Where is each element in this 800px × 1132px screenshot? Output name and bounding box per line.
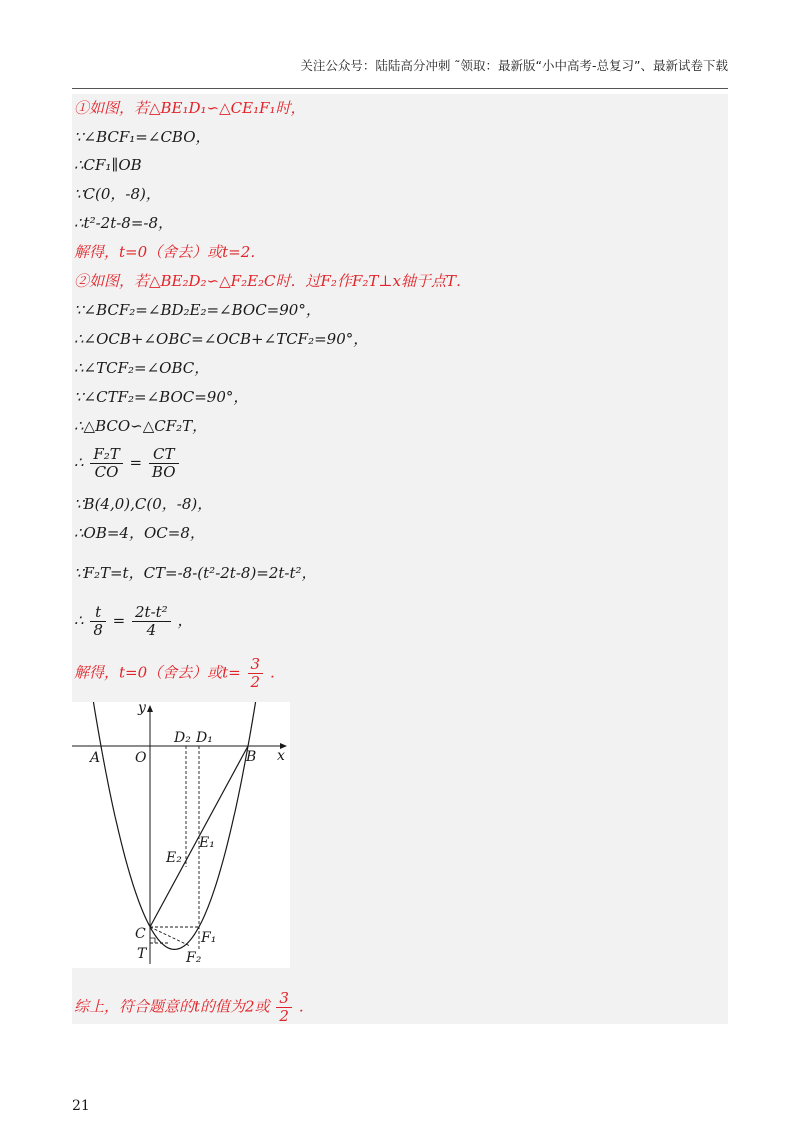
- fraction-2t-t2-over-4: [132, 604, 171, 639]
- conclusion-prefix: 综上，符合题意的t的值为2或: [74, 997, 270, 1016]
- label-e2: E₂: [166, 850, 182, 866]
- solution-line-17: [74, 604, 193, 639]
- header-rule: [72, 88, 728, 89]
- fraction-denominator: 2: [248, 673, 264, 691]
- solution-line-2: ∵∠BCF₁=∠CBO，: [74, 128, 211, 146]
- equals-sign: =: [112, 611, 126, 630]
- conclusion-suffix: ．: [298, 997, 314, 1016]
- solution-line-5: ∴t²-2t-8=-8，: [74, 214, 174, 232]
- fraction-numerator: 2t-t²: [135, 603, 168, 621]
- solution-line-3: ∴CF₁∥OB: [74, 156, 142, 174]
- solution-line-15: ∴OB=4，OC=8，: [74, 524, 205, 542]
- line-13-prefix: ∴: [74, 453, 84, 472]
- solution-line-10: ∴∠TCF₂=∠OBC，: [74, 359, 210, 377]
- fraction-denominator: 4: [132, 621, 171, 639]
- fraction-ct-over-bo: [149, 446, 179, 481]
- fraction-denominator: 2: [276, 1007, 292, 1025]
- line-17-suffix: ，: [177, 611, 193, 630]
- line-17-prefix: ∴: [74, 611, 84, 630]
- label-d2: D₂: [174, 730, 191, 746]
- fraction-numerator: 3: [250, 655, 261, 673]
- solution-line-7: ②如图，若△BE₂D₂∽△F₂E₂C时．过F₂作F₂T⊥x轴于点T．: [74, 272, 471, 290]
- label-y: y: [138, 702, 146, 716]
- solution-line-4: ∵C(0，-8)，: [74, 185, 161, 203]
- solution-line-14: ∵B(4,0),C(0，-8)，: [74, 495, 213, 513]
- fraction-3-over-2: [276, 990, 292, 1025]
- fraction-3-over-2: [248, 656, 264, 691]
- label-d1: D₁: [196, 730, 213, 746]
- label-e1: E₁: [199, 835, 215, 851]
- page-header: 关注公众号：陆陆高分冲刺 ˜领取：最新版“小中高考-总复习”、最新试卷下载: [300, 58, 728, 73]
- page-number: 21: [72, 1098, 90, 1114]
- label-t: T: [137, 946, 147, 962]
- fraction-denominator: CO: [90, 463, 122, 481]
- fraction-t-over-8: [90, 604, 106, 639]
- fraction-numerator: CT: [152, 445, 175, 463]
- solution-line-18: [74, 656, 285, 691]
- fraction-denominator: 8: [90, 621, 106, 639]
- solution-line-9: ∴∠OCB+∠OBC=∠OCB+∠TCF₂=90°，: [74, 330, 369, 348]
- fraction-numerator: F₂T: [93, 445, 120, 463]
- label-o: O: [135, 750, 147, 766]
- fraction-f2t-over-co: [90, 446, 122, 481]
- right-angle-mark: [150, 938, 155, 943]
- fraction-numerator: t: [95, 603, 102, 621]
- parabola-figure: [72, 702, 290, 968]
- line-18-suffix: ．: [269, 663, 285, 682]
- line-18-prefix: 解得，t=0（舍去）或t=: [74, 663, 241, 682]
- label-a: A: [90, 750, 101, 766]
- label-c: C: [135, 926, 146, 942]
- solution-line-13: [74, 446, 181, 481]
- label-x: x: [277, 748, 285, 764]
- solution-line-11: ∵∠CTF₂=∠BOC=90°，: [74, 388, 249, 406]
- solution-line-12: ∴△BCO∽△CF₂T，: [74, 417, 208, 435]
- parabola-diagram: [72, 702, 290, 968]
- conclusion-line: [74, 990, 314, 1025]
- solution-line-6: 解得，t=0（舍去）或t=2．: [74, 243, 266, 261]
- equals-sign: =: [129, 453, 143, 472]
- label-f2: F₂: [186, 950, 202, 966]
- fraction-denominator: BO: [149, 463, 179, 481]
- solution-line-1: ①如图，若△BE₁D₁∽△CE₁F₁时，: [74, 99, 306, 117]
- label-b: B: [246, 749, 257, 765]
- solution-line-16: ∵F₂T=t，CT=-8-(t²-2t-8)=2t-t²，: [74, 564, 317, 582]
- label-f1: F₁: [201, 930, 217, 946]
- solution-line-8: ∵∠BCF₂=∠BD₂E₂=∠BOC=90°，: [74, 301, 321, 319]
- fraction-numerator: 3: [279, 989, 289, 1007]
